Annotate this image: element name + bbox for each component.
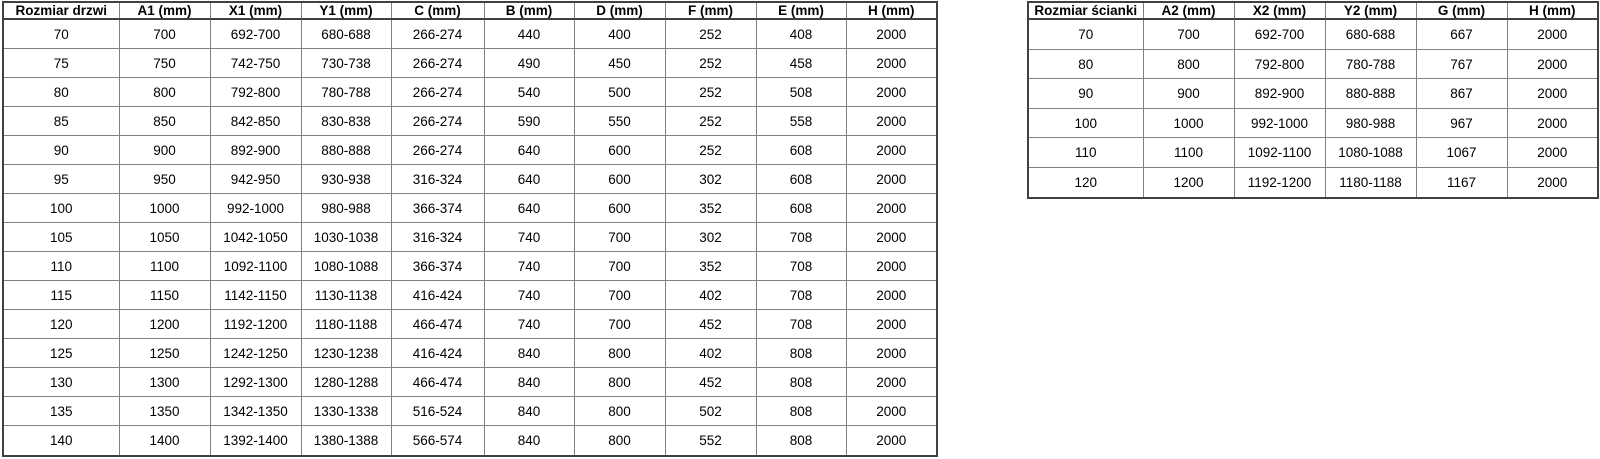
- table-cell: 767: [1416, 49, 1507, 79]
- table-cell: 2000: [846, 223, 937, 252]
- table-cell: 80: [3, 78, 119, 107]
- table-cell: 366-374: [391, 194, 484, 223]
- column-header: D (mm): [574, 2, 665, 19]
- table-cell: 466-474: [391, 310, 484, 339]
- table-cell: 967: [1416, 108, 1507, 138]
- column-header: C (mm): [391, 2, 484, 19]
- table-cell: 1342-1350: [210, 397, 301, 426]
- column-header: F (mm): [665, 2, 756, 19]
- table-cell: 640: [484, 194, 574, 223]
- table-cell: 2000: [846, 136, 937, 165]
- table-row: [3, 223, 937, 252]
- table-cell: 550: [574, 107, 665, 136]
- table-cell: 2000: [846, 281, 937, 310]
- table-cell: 808: [756, 426, 846, 456]
- table-cell: 2000: [846, 252, 937, 281]
- table-cell: 850: [119, 107, 210, 136]
- column-header: A1 (mm): [119, 2, 210, 19]
- column-header: A2 (mm): [1143, 2, 1234, 19]
- table-cell: 2000: [846, 310, 937, 339]
- table-cell: 1300: [119, 368, 210, 397]
- table-cell: 252: [665, 107, 756, 136]
- table-cell: 708: [756, 281, 846, 310]
- table-cell: 640: [484, 136, 574, 165]
- table-cell: 416-424: [391, 339, 484, 368]
- table-cell: 840: [484, 426, 574, 456]
- table-cell: 90: [3, 136, 119, 165]
- table-cell: 992-1000: [210, 194, 301, 223]
- table-cell: 800: [1143, 49, 1234, 79]
- column-header: Rozmiar drzwi: [3, 2, 119, 19]
- table-cell: 800: [574, 426, 665, 456]
- column-header: X2 (mm): [1234, 2, 1325, 19]
- table-cell: 266-274: [391, 107, 484, 136]
- table-row: [1028, 19, 1598, 49]
- table-cell: 85: [3, 107, 119, 136]
- table-cell: 740: [484, 223, 574, 252]
- column-header: Rozmiar ścianki: [1028, 2, 1143, 19]
- table-row: [3, 194, 937, 223]
- table-cell: 640: [484, 165, 574, 194]
- table-cell: 2000: [1507, 19, 1598, 49]
- table-cell: 2000: [1507, 138, 1598, 168]
- table-cell: 800: [574, 368, 665, 397]
- table-cell: 1100: [119, 252, 210, 281]
- table-cell: 1200: [1143, 168, 1234, 199]
- table-row: [3, 136, 937, 165]
- table-cell: 440: [484, 19, 574, 49]
- table-cell: 566-574: [391, 426, 484, 456]
- table-cell: 1180-1188: [1325, 168, 1416, 199]
- table-cell: 900: [1143, 79, 1234, 109]
- table-cell: 840: [484, 397, 574, 426]
- table-cell: 750: [119, 49, 210, 78]
- table-cell: 1042-1050: [210, 223, 301, 252]
- table-cell: 252: [665, 78, 756, 107]
- table-cell: 302: [665, 165, 756, 194]
- table-cell: 110: [1028, 138, 1143, 168]
- table-cell: 1030-1038: [301, 223, 391, 252]
- table-cell: 1180-1188: [301, 310, 391, 339]
- table-cell: 700: [119, 19, 210, 49]
- table-cell: 900: [119, 136, 210, 165]
- table-cell: 692-700: [210, 19, 301, 49]
- table-cell: 1400: [119, 426, 210, 456]
- table-cell: 402: [665, 339, 756, 368]
- table-cell: 110: [3, 252, 119, 281]
- table-cell: 266-274: [391, 19, 484, 49]
- table-cell: 1100: [1143, 138, 1234, 168]
- table-cell: 1142-1150: [210, 281, 301, 310]
- table-cell: 266-274: [391, 78, 484, 107]
- table-cell: 708: [756, 223, 846, 252]
- table-cell: 2000: [846, 194, 937, 223]
- table-cell: 2000: [1507, 49, 1598, 79]
- table-cell: 600: [574, 165, 665, 194]
- table-cell: 552: [665, 426, 756, 456]
- door-sizes-table: [2, 1, 938, 457]
- table-cell: 930-938: [301, 165, 391, 194]
- table-cell: 700: [574, 252, 665, 281]
- table-cell: 416-424: [391, 281, 484, 310]
- table-cell: 402: [665, 281, 756, 310]
- table-cell: 316-324: [391, 223, 484, 252]
- table-row: [3, 107, 937, 136]
- table-cell: 1392-1400: [210, 426, 301, 456]
- wall-table-header-row: [1028, 2, 1598, 19]
- table-cell: 992-1000: [1234, 108, 1325, 138]
- table-cell: 2000: [846, 397, 937, 426]
- table-cell: 135: [3, 397, 119, 426]
- table-cell: 950: [119, 165, 210, 194]
- table-cell: 1250: [119, 339, 210, 368]
- table-cell: 980-988: [301, 194, 391, 223]
- table-cell: 692-700: [1234, 19, 1325, 49]
- column-header: E (mm): [756, 2, 846, 19]
- table-cell: 780-788: [1325, 49, 1416, 79]
- table-cell: 708: [756, 252, 846, 281]
- column-header: G (mm): [1416, 2, 1507, 19]
- table-cell: 892-900: [1234, 79, 1325, 109]
- wall-sizes-table: [1027, 1, 1599, 199]
- table-cell: 840: [484, 368, 574, 397]
- table-cell: 252: [665, 49, 756, 78]
- table-cell: 667: [1416, 19, 1507, 49]
- table-cell: 500: [574, 78, 665, 107]
- table-cell: 808: [756, 397, 846, 426]
- door-table-header-row: [3, 2, 937, 19]
- table-cell: 808: [756, 339, 846, 368]
- table-cell: 2000: [1507, 168, 1598, 199]
- table-cell: 792-800: [210, 78, 301, 107]
- table-cell: 120: [3, 310, 119, 339]
- table-cell: 316-324: [391, 165, 484, 194]
- table-cell: 1192-1200: [1234, 168, 1325, 199]
- table-cell: 1130-1138: [301, 281, 391, 310]
- table-cell: 90: [1028, 79, 1143, 109]
- table-cell: 608: [756, 165, 846, 194]
- column-header: Y1 (mm): [301, 2, 391, 19]
- table-cell: 2000: [846, 49, 937, 78]
- column-header: Y2 (mm): [1325, 2, 1416, 19]
- table-cell: 2000: [846, 368, 937, 397]
- table-cell: 2000: [1507, 79, 1598, 109]
- table-cell: 680-688: [1325, 19, 1416, 49]
- column-header: B (mm): [484, 2, 574, 19]
- table-cell: 742-750: [210, 49, 301, 78]
- table-cell: 740: [484, 281, 574, 310]
- table-cell: 130: [3, 368, 119, 397]
- table-cell: 1000: [119, 194, 210, 223]
- table-cell: 942-950: [210, 165, 301, 194]
- table-row: [3, 310, 937, 339]
- table-cell: 400: [574, 19, 665, 49]
- table-row: [3, 368, 937, 397]
- table-cell: 2000: [846, 165, 937, 194]
- table-row: [3, 78, 937, 107]
- table-cell: 867: [1416, 79, 1507, 109]
- table-cell: 452: [665, 310, 756, 339]
- column-header: X1 (mm): [210, 2, 301, 19]
- table-row: [3, 281, 937, 310]
- table-cell: 880-888: [301, 136, 391, 165]
- table-cell: 1150: [119, 281, 210, 310]
- table-cell: 100: [1028, 108, 1143, 138]
- table-cell: 558: [756, 107, 846, 136]
- table-cell: 70: [1028, 19, 1143, 49]
- table-cell: 490: [484, 49, 574, 78]
- table-cell: 95: [3, 165, 119, 194]
- table-cell: 1330-1338: [301, 397, 391, 426]
- table-cell: 842-850: [210, 107, 301, 136]
- table-cell: 1380-1388: [301, 426, 391, 456]
- table-cell: 105: [3, 223, 119, 252]
- table-cell: 1000: [1143, 108, 1234, 138]
- table-cell: 266-274: [391, 136, 484, 165]
- table-cell: 1350: [119, 397, 210, 426]
- table-cell: 516-524: [391, 397, 484, 426]
- table-cell: 120: [1028, 168, 1143, 199]
- table-row: [1028, 49, 1598, 79]
- table-cell: 115: [3, 281, 119, 310]
- table-row: [3, 19, 937, 49]
- table-cell: 266-274: [391, 49, 484, 78]
- table-cell: 452: [665, 368, 756, 397]
- table-cell: 740: [484, 310, 574, 339]
- table-row: [1028, 79, 1598, 109]
- table-cell: 600: [574, 194, 665, 223]
- table-cell: 1067: [1416, 138, 1507, 168]
- table-cell: 808: [756, 368, 846, 397]
- table-cell: 2000: [846, 78, 937, 107]
- table-cell: 1092-1100: [210, 252, 301, 281]
- table-cell: 352: [665, 252, 756, 281]
- table-cell: 1280-1288: [301, 368, 391, 397]
- table-cell: 540: [484, 78, 574, 107]
- table-cell: 2000: [846, 19, 937, 49]
- table-cell: 792-800: [1234, 49, 1325, 79]
- table-cell: 892-900: [210, 136, 301, 165]
- table-cell: 800: [574, 339, 665, 368]
- table-cell: 1200: [119, 310, 210, 339]
- table-cell: 450: [574, 49, 665, 78]
- table-cell: 508: [756, 78, 846, 107]
- table-row: [3, 397, 937, 426]
- table-cell: 2000: [846, 339, 937, 368]
- table-row: [3, 252, 937, 281]
- table-cell: 800: [119, 78, 210, 107]
- table-cell: 840: [484, 339, 574, 368]
- table-row: [3, 165, 937, 194]
- table-cell: 700: [574, 281, 665, 310]
- table-cell: 700: [1143, 19, 1234, 49]
- table-cell: 800: [574, 397, 665, 426]
- table-cell: 75: [3, 49, 119, 78]
- table-cell: 302: [665, 223, 756, 252]
- table-cell: 730-738: [301, 49, 391, 78]
- table-cell: 880-888: [1325, 79, 1416, 109]
- table-cell: 1080-1088: [301, 252, 391, 281]
- table-cell: 980-988: [1325, 108, 1416, 138]
- table-cell: 252: [665, 19, 756, 49]
- table-cell: 1092-1100: [1234, 138, 1325, 168]
- table-cell: 1080-1088: [1325, 138, 1416, 168]
- table-cell: 708: [756, 310, 846, 339]
- column-header: H (mm): [1507, 2, 1598, 19]
- table-cell: 1050: [119, 223, 210, 252]
- table-row: [3, 49, 937, 78]
- table-cell: 70: [3, 19, 119, 49]
- table-cell: 458: [756, 49, 846, 78]
- table-row: [1028, 108, 1598, 138]
- table-row: [3, 426, 937, 456]
- table-cell: 252: [665, 136, 756, 165]
- table-cell: 600: [574, 136, 665, 165]
- table-cell: 680-688: [301, 19, 391, 49]
- table-cell: 780-788: [301, 78, 391, 107]
- column-header: H (mm): [846, 2, 937, 19]
- table-cell: 502: [665, 397, 756, 426]
- table-cell: 352: [665, 194, 756, 223]
- table-cell: 608: [756, 136, 846, 165]
- table-cell: 466-474: [391, 368, 484, 397]
- table-cell: 740: [484, 252, 574, 281]
- table-cell: 1230-1238: [301, 339, 391, 368]
- table-cell: 100: [3, 194, 119, 223]
- table-row: [1028, 138, 1598, 168]
- table-cell: 80: [1028, 49, 1143, 79]
- table-cell: 2000: [1507, 108, 1598, 138]
- table-cell: 1192-1200: [210, 310, 301, 339]
- table-cell: 1167: [1416, 168, 1507, 199]
- table-cell: 140: [3, 426, 119, 456]
- table-cell: 125: [3, 339, 119, 368]
- table-cell: 2000: [846, 107, 937, 136]
- table-row: [3, 339, 937, 368]
- table-cell: 700: [574, 223, 665, 252]
- table-cell: 700: [574, 310, 665, 339]
- table-cell: 408: [756, 19, 846, 49]
- table-cell: 366-374: [391, 252, 484, 281]
- table-row: [1028, 168, 1598, 199]
- table-cell: 2000: [846, 426, 937, 456]
- table-cell: 1292-1300: [210, 368, 301, 397]
- table-cell: 1242-1250: [210, 339, 301, 368]
- table-cell: 590: [484, 107, 574, 136]
- table-cell: 830-838: [301, 107, 391, 136]
- table-cell: 608: [756, 194, 846, 223]
